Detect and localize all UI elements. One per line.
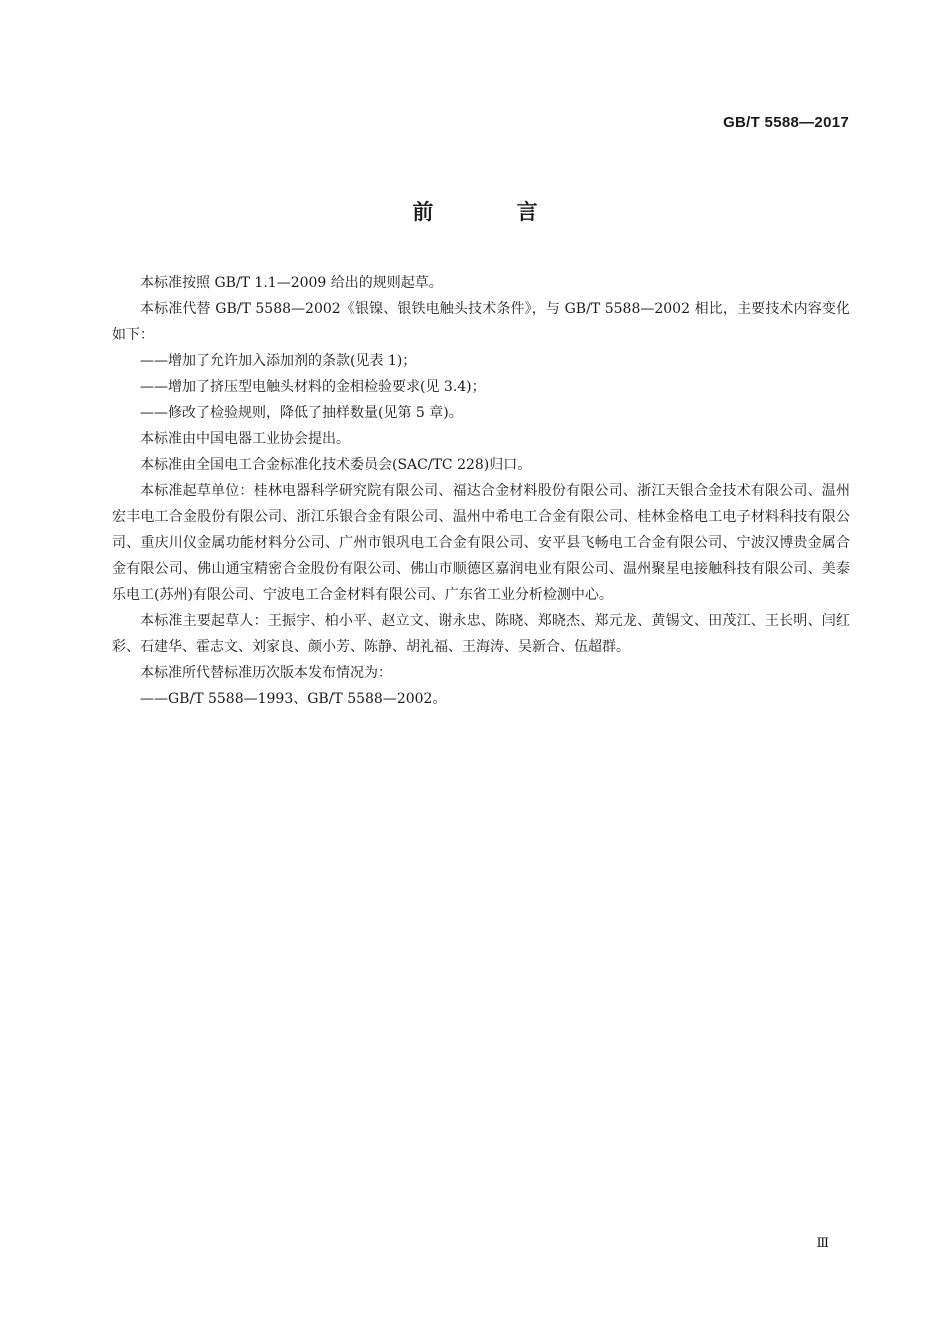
document-body [112, 270, 850, 712]
paragraph-drafting-rules: 本标准按照 GB/T 1.1—2009 给出的规则起草。 [140, 275, 443, 291]
page-title: 前 言 [412, 200, 576, 224]
paragraph-replacement: 本标准代替 GB/T 5588—2002《银镍、银铁电触头技术条件》，与 GB/T 5588—2002 相比，主要技术内容变化如下： [112, 301, 850, 343]
paragraph-drafters: 本标准主要起草人：王振宇、柏小平、赵立文、谢永忠、陈晓、郑晓杰、郑元龙、黄锡文、田茂江、王长明、闫红彩、石建华、霍志文、刘家良、颜小芳、陈静、胡礼福、王海涛、吴新合、伍超群。 [112, 613, 850, 655]
paragraph-centralized-by: 本标准由全国电工合金标准化技术委员会(SAC/TC 228)归口。 [140, 457, 532, 473]
standard-code: GB/T 5588—2017 [723, 114, 849, 131]
paragraph-previous-editions: ——GB/T 5588—1993、GB/T 5588—2002。 [140, 691, 447, 707]
change-item-additives: ——增加了允许加入添加剂的条款(见表 1)； [140, 353, 417, 369]
paragraph-previous-editions-intro: 本标准所代替标准历次版本发布情况为： [140, 665, 392, 681]
paragraph-proposer: 本标准由中国电器工业协会提出。 [140, 431, 350, 447]
paragraph-drafting-units: 本标准起草单位：桂林电器科学研究院有限公司、福达合金材料股份有限公司、浙江天银合金技术有限公司、温州宏丰电工合金股份有限公司、浙江乐银合金有限公司、温州中希电工合金有限公司、桂林金格电工电子材料科技有限公司、重庆川仪金属功能材料分公司、广州市银巩电工合金有限公司、安平县飞畅电工合金有限公司、宁波汉博贵金属合金有限公司、佛山通宝精密合金股份有限公司、佛山市顺德区嘉润电业有限公司、温州聚星电接触科技有限公司、美泰乐电工(苏州)有限公司、宁波电工合金材料有限公司、广东省工业分析检测中心。 [112, 483, 850, 603]
change-item-inspection-rules: ——修改了检验规则，降低了抽样数量(见第 5 章)。 [140, 405, 463, 421]
change-item-metallographic: ——增加了挤压型电触头材料的金相检验要求(见 3.4)； [140, 379, 486, 395]
page-number: Ⅲ [816, 1236, 829, 1251]
